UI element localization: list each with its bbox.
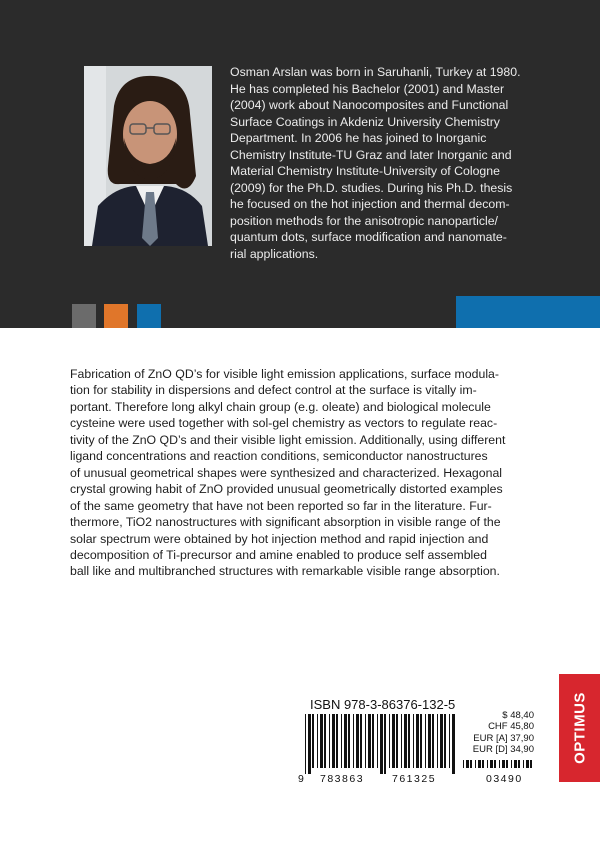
accent-band-blue: [456, 296, 600, 328]
barcode-bar: [449, 714, 450, 768]
barcode-bar: [470, 760, 472, 768]
barcode-bar: [440, 714, 443, 768]
barcode-bar: [329, 714, 330, 768]
barcode-bar: [320, 714, 323, 768]
bio-line: (2004) work about Nanocomposites and Functional: [230, 98, 509, 113]
abstract-line: tivity of the ZnO QD’s and their visible light emission. Additionally, using different: [70, 432, 506, 447]
abstract-line: ball like and multibranched structures with remarkable visible range absorption.: [70, 564, 500, 579]
barcode-digit-first: 9: [298, 773, 304, 785]
barcode-bar: [332, 714, 335, 768]
abstract-line: cysteine were used together with sol-gel chemistry as vectors to regulate reac-: [70, 416, 498, 431]
author-photo: [84, 66, 212, 246]
barcode-bar: [404, 714, 407, 768]
barcode-bar: [317, 714, 318, 768]
bio-line: position methods for the anisotropic nanoparticle/: [230, 213, 498, 228]
isbn-barcode: [304, 714, 456, 774]
price-list: [462, 710, 534, 756]
barcode-bar: [502, 760, 505, 768]
barcode-bar: [372, 714, 374, 768]
abstract-line: of the same geometry that have not been reported so far in the literature. Fur-: [70, 498, 492, 513]
barcode-bar: [432, 714, 434, 768]
accent-square-gray: [72, 304, 96, 328]
barcode-bar: [360, 714, 362, 768]
publisher-logo: [559, 674, 600, 782]
barcode-bar: [408, 714, 410, 768]
book-abstract: [70, 366, 540, 580]
barcode-bar: [499, 760, 500, 768]
barcode-bar: [344, 714, 347, 768]
abstract-line: crystal growing habit of ZnO provided unusual geometrically distorted examples: [70, 482, 503, 497]
barcode-bar: [353, 714, 354, 768]
barcode-bar: [425, 714, 426, 768]
barcode-bar: [336, 714, 338, 768]
abstract-line: decomposition of Ti-precursor and amine enabled to produce self assembled: [70, 547, 487, 562]
barcode-bar: [413, 714, 414, 768]
barcode-bar: [365, 714, 366, 768]
barcode-bar: [506, 760, 508, 768]
price-addon-barcode: [462, 760, 538, 774]
barcode-bar: [380, 714, 383, 774]
abstract-line: thermore, TiO2 nanostructures with significant absorption in visible range of the: [70, 515, 501, 530]
barcode-bar: [437, 714, 438, 768]
barcode-bar: [526, 760, 529, 768]
bio-line: Material Chemistry Institute-University of Cologne: [230, 164, 500, 179]
abstract-line: ligand concentrations and reaction conditions, semiconductor nanostructures: [70, 449, 488, 464]
bio-line: Surface Coatings in Akdeniz University Chemistry: [230, 114, 500, 129]
barcode-bar: [305, 714, 306, 774]
barcode-bar: [377, 714, 378, 768]
barcode-bar: [324, 714, 326, 768]
bio-line: Osman Arslan was born in Saruhanli, Turkey at 1980.: [230, 65, 521, 79]
barcode-bar: [482, 760, 484, 768]
barcode-bar: [401, 714, 402, 768]
barcode-bar: [511, 760, 512, 768]
barcode-bar: [341, 714, 342, 768]
bio-line: (2009) for the Ph.D. studies. During his Ph.D. thesis: [230, 180, 513, 195]
author-bio: [230, 64, 570, 263]
barcode-bar: [452, 714, 455, 774]
barcode-bar: [392, 714, 395, 768]
barcode-bar: [416, 714, 419, 768]
barcode-bar: [308, 714, 311, 774]
abstract-line: Fabrication of ZnO QD’s for visible light emission applications, surface modula-: [70, 367, 499, 381]
barcode-bar: [490, 760, 493, 768]
bio-line: He has completed his Bachelor (2001) and Master: [230, 81, 505, 96]
bio-line: Chemistry Institute-TU Graz and later Inorganic and: [230, 147, 512, 162]
bio-line: Department. In 2006 he has joined to Inorganic: [230, 131, 487, 146]
bio-line: he focused on the hot injection and thermal decom-: [230, 197, 510, 212]
barcode-bar: [518, 760, 520, 768]
barcode-bar: [420, 714, 422, 768]
barcode-bar: [368, 714, 371, 768]
barcode-bar: [389, 714, 390, 768]
barcode-bar: [530, 760, 532, 768]
author-portrait-illustration: [84, 66, 212, 246]
barcode-bar: [356, 714, 359, 768]
price-chf: CHF 45,80: [488, 721, 534, 733]
abstract-line: of unusual geometrical shapes were synthesized and characterized. Hexagonal: [70, 465, 503, 480]
publisher-name: OPTIMUS: [571, 692, 588, 764]
accent-square-blue: [137, 304, 161, 328]
barcode-bar: [466, 760, 469, 768]
price-usd: $ 48,40: [502, 710, 534, 721]
barcode-bar: [463, 760, 464, 768]
barcode-bar: [487, 760, 488, 768]
barcode-bar: [444, 714, 446, 768]
barcode-bar: [478, 760, 481, 768]
bio-line: rial applications.: [230, 247, 319, 262]
barcode-bar: [396, 714, 398, 768]
barcode-bar: [312, 714, 314, 768]
abstract-line: tion for stability in dispersions and defect control at the surface is vitally im-: [70, 383, 477, 398]
barcode-bar: [384, 714, 386, 774]
price-eur-d: EUR [D] 34,90: [472, 744, 534, 756]
abstract-line: portant. Therefore long alkyl chain group (e.g. oleate) and biological molecule: [70, 399, 491, 414]
price-eur-a: EUR [A] 37,90: [473, 732, 534, 744]
barcode-bar: [348, 714, 350, 768]
barcode-bar: [475, 760, 476, 768]
barcode-bar: [523, 760, 524, 768]
barcode-bar: [494, 760, 496, 768]
addon-digits: 03490: [486, 773, 523, 785]
barcode-digits-right: 761325: [392, 773, 437, 785]
barcode-bar: [428, 714, 431, 768]
bio-line: quantum dots, surface modification and nanomate-: [230, 230, 507, 245]
abstract-line: solar spectrum were obtained by hot injection method and rapid injection and: [70, 531, 489, 546]
barcode-digits-left: 783863: [320, 773, 365, 785]
isbn-label: ISBN 978-3-86376-132-5: [310, 697, 456, 712]
barcode-bar: [514, 760, 517, 768]
accent-square-orange: [104, 304, 128, 328]
